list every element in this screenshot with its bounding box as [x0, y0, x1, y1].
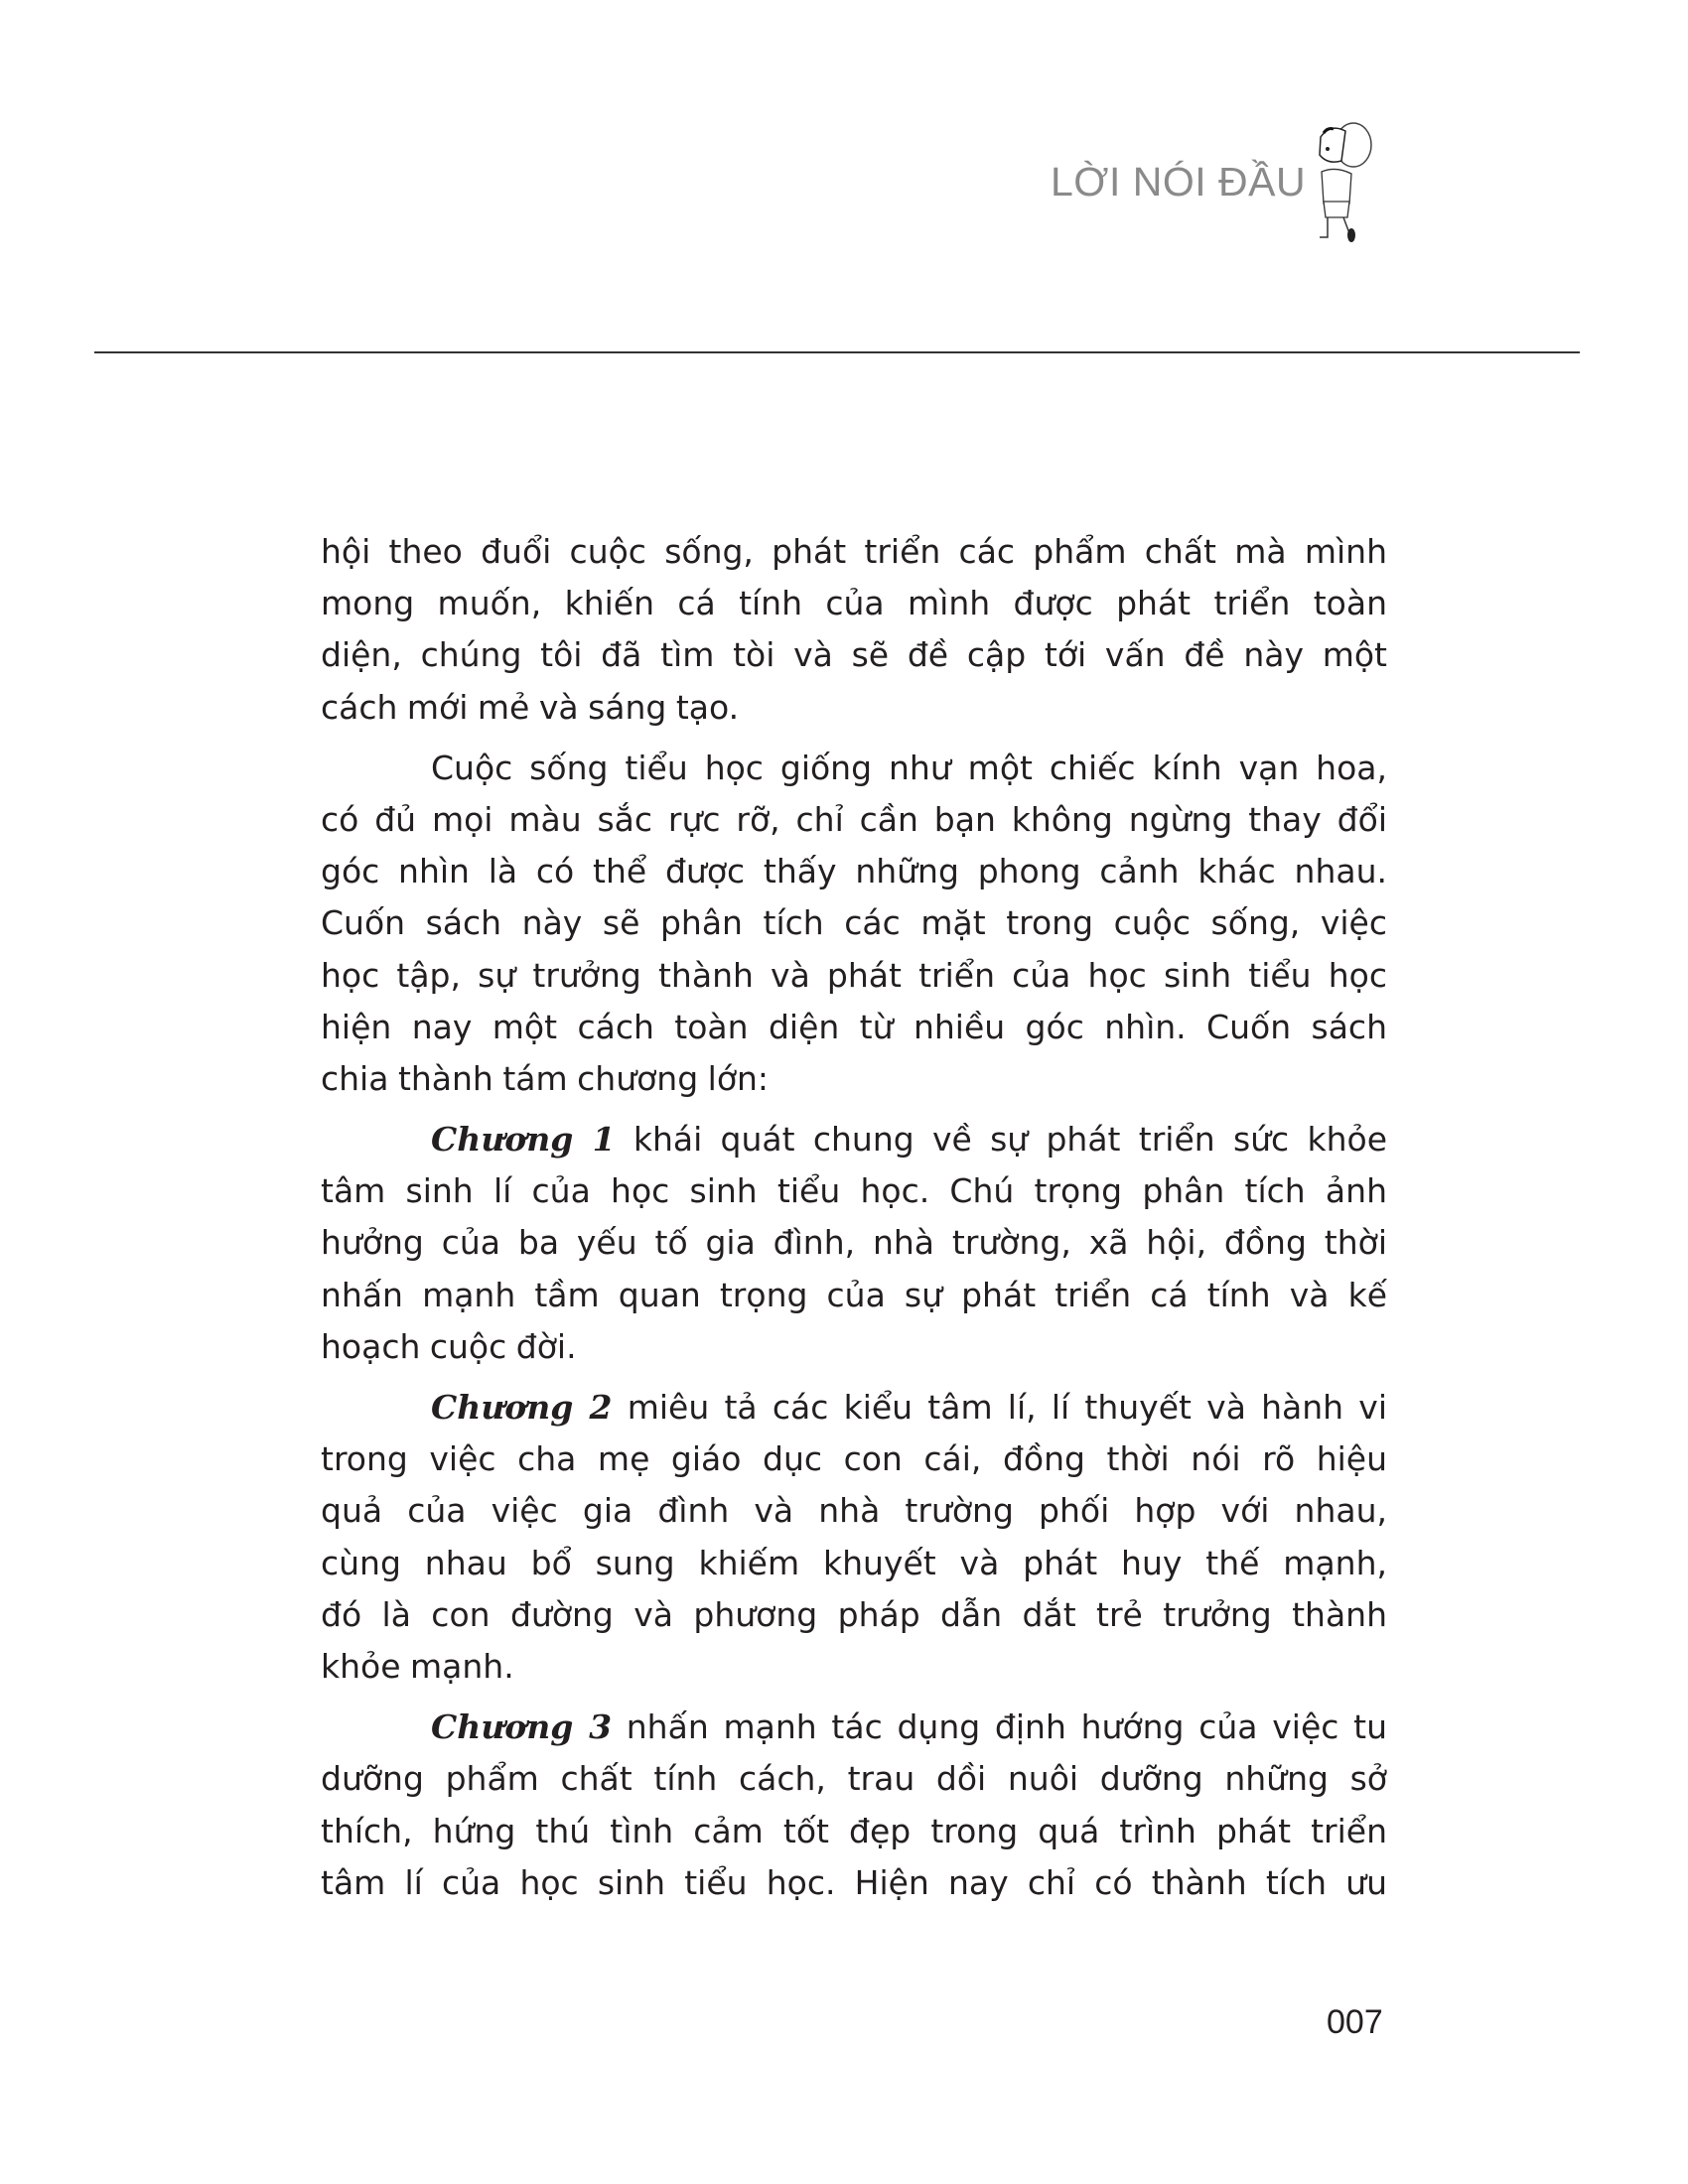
header-divider: [94, 351, 1580, 353]
text-line: diện, chúng tôi đã tìm tòi và sẽ đề cập tới vấn đề này một: [321, 635, 1387, 675]
paragraph-kaleidoscope: [321, 743, 1387, 1105]
text-line: dưỡng phẩm chất tính cách, trau dồi nuôi dưỡng những sở: [321, 1759, 1387, 1799]
text-line: tâm lí của học sinh tiểu học. Hiện nay chỉ có thành tích ưu: [321, 1862, 1387, 1902]
text-line: tâm sinh lí của học sinh tiểu học. Chú trọng phân tích ảnh: [321, 1171, 1387, 1211]
text-line: [321, 1702, 1387, 1753]
text-line: cách mới mẻ và sáng tạo.: [321, 687, 740, 727]
chapter-label: Chương 3: [431, 1707, 613, 1747]
text-line: [321, 1114, 1387, 1165]
text-line: Cuộc sống tiểu học giống như một chiếc kính vạn hoa,: [431, 748, 1387, 787]
child-illustration-icon: [1296, 117, 1385, 251]
text-span: khái quát chung về sự phát triển sức khỏe: [615, 1120, 1388, 1160]
text-line: chia thành tám chương lớn:: [321, 1058, 770, 1098]
paragraph-chapter-2: [321, 1382, 1387, 1693]
text-line: [321, 1382, 1387, 1433]
text-line: hiện nay một cách toàn diện từ nhiều góc nhìn. Cuốn sách: [321, 1007, 1387, 1046]
text-line: thích, hứng thú tình cảm tốt đẹp trong quá trình phát triển: [321, 1811, 1387, 1850]
chapter-label: Chương 1: [431, 1120, 616, 1160]
text-line: trong việc cha mẹ giáo dục con cái, đồng thời nói rõ hiệu: [321, 1439, 1387, 1479]
text-line: hưởng của ba yếu tố gia đình, nhà trường, xã hội, đồng thời: [321, 1223, 1387, 1263]
text-line: hội theo đuổi cuộc sống, phát triển các phẩm chất mà mình: [321, 532, 1387, 571]
text-line: có đủ mọi màu sắc rực rỡ, chỉ cần bạn không ngừng thay đổi: [321, 799, 1387, 839]
page-number: 007: [1327, 2003, 1383, 2041]
text-line: đó là con đường và phương pháp dẫn dắt trẻ trưởng thành: [321, 1594, 1387, 1634]
text-line: Cuốn sách này sẽ phân tích các mặt trong cuộc sống, việc: [321, 903, 1387, 943]
paragraph-chapter-1: [321, 1114, 1387, 1373]
text-line: quả của việc gia đình và nhà trường phối hợp với nhau,: [321, 1491, 1387, 1531]
paragraph-chapter-3: [321, 1702, 1387, 1909]
text-line: học tập, sự trưởng thành và phát triển của học sinh tiểu học: [321, 955, 1387, 995]
text-line: hoạch cuộc đời.: [321, 1326, 577, 1366]
text-line: nhấn mạnh tầm quan trọng của sự phát triển cá tính và kế: [321, 1275, 1387, 1314]
text-span: nhấn mạnh tác dụng định hướng của việc tu: [612, 1707, 1387, 1747]
text-span: miêu tả các kiểu tâm lí, lí thuyết và hành vi: [612, 1388, 1388, 1427]
paragraph-intro-end: [321, 526, 1387, 734]
text-line: góc nhìn là có thể được thấy những phong cảnh khác nhau.: [321, 852, 1387, 891]
text-line: khỏe mạnh.: [321, 1646, 514, 1686]
chapter-label: Chương 2: [431, 1388, 613, 1427]
body-text: [321, 526, 1387, 1918]
text-line: mong muốn, khiến cá tính của mình được phát triển toàn: [321, 584, 1387, 623]
text-line: cùng nhau bổ sung khiếm khuyết và phát huy thế mạnh,: [321, 1543, 1387, 1582]
running-header-title: LỜI NÓI ĐẦU: [1051, 159, 1307, 205]
